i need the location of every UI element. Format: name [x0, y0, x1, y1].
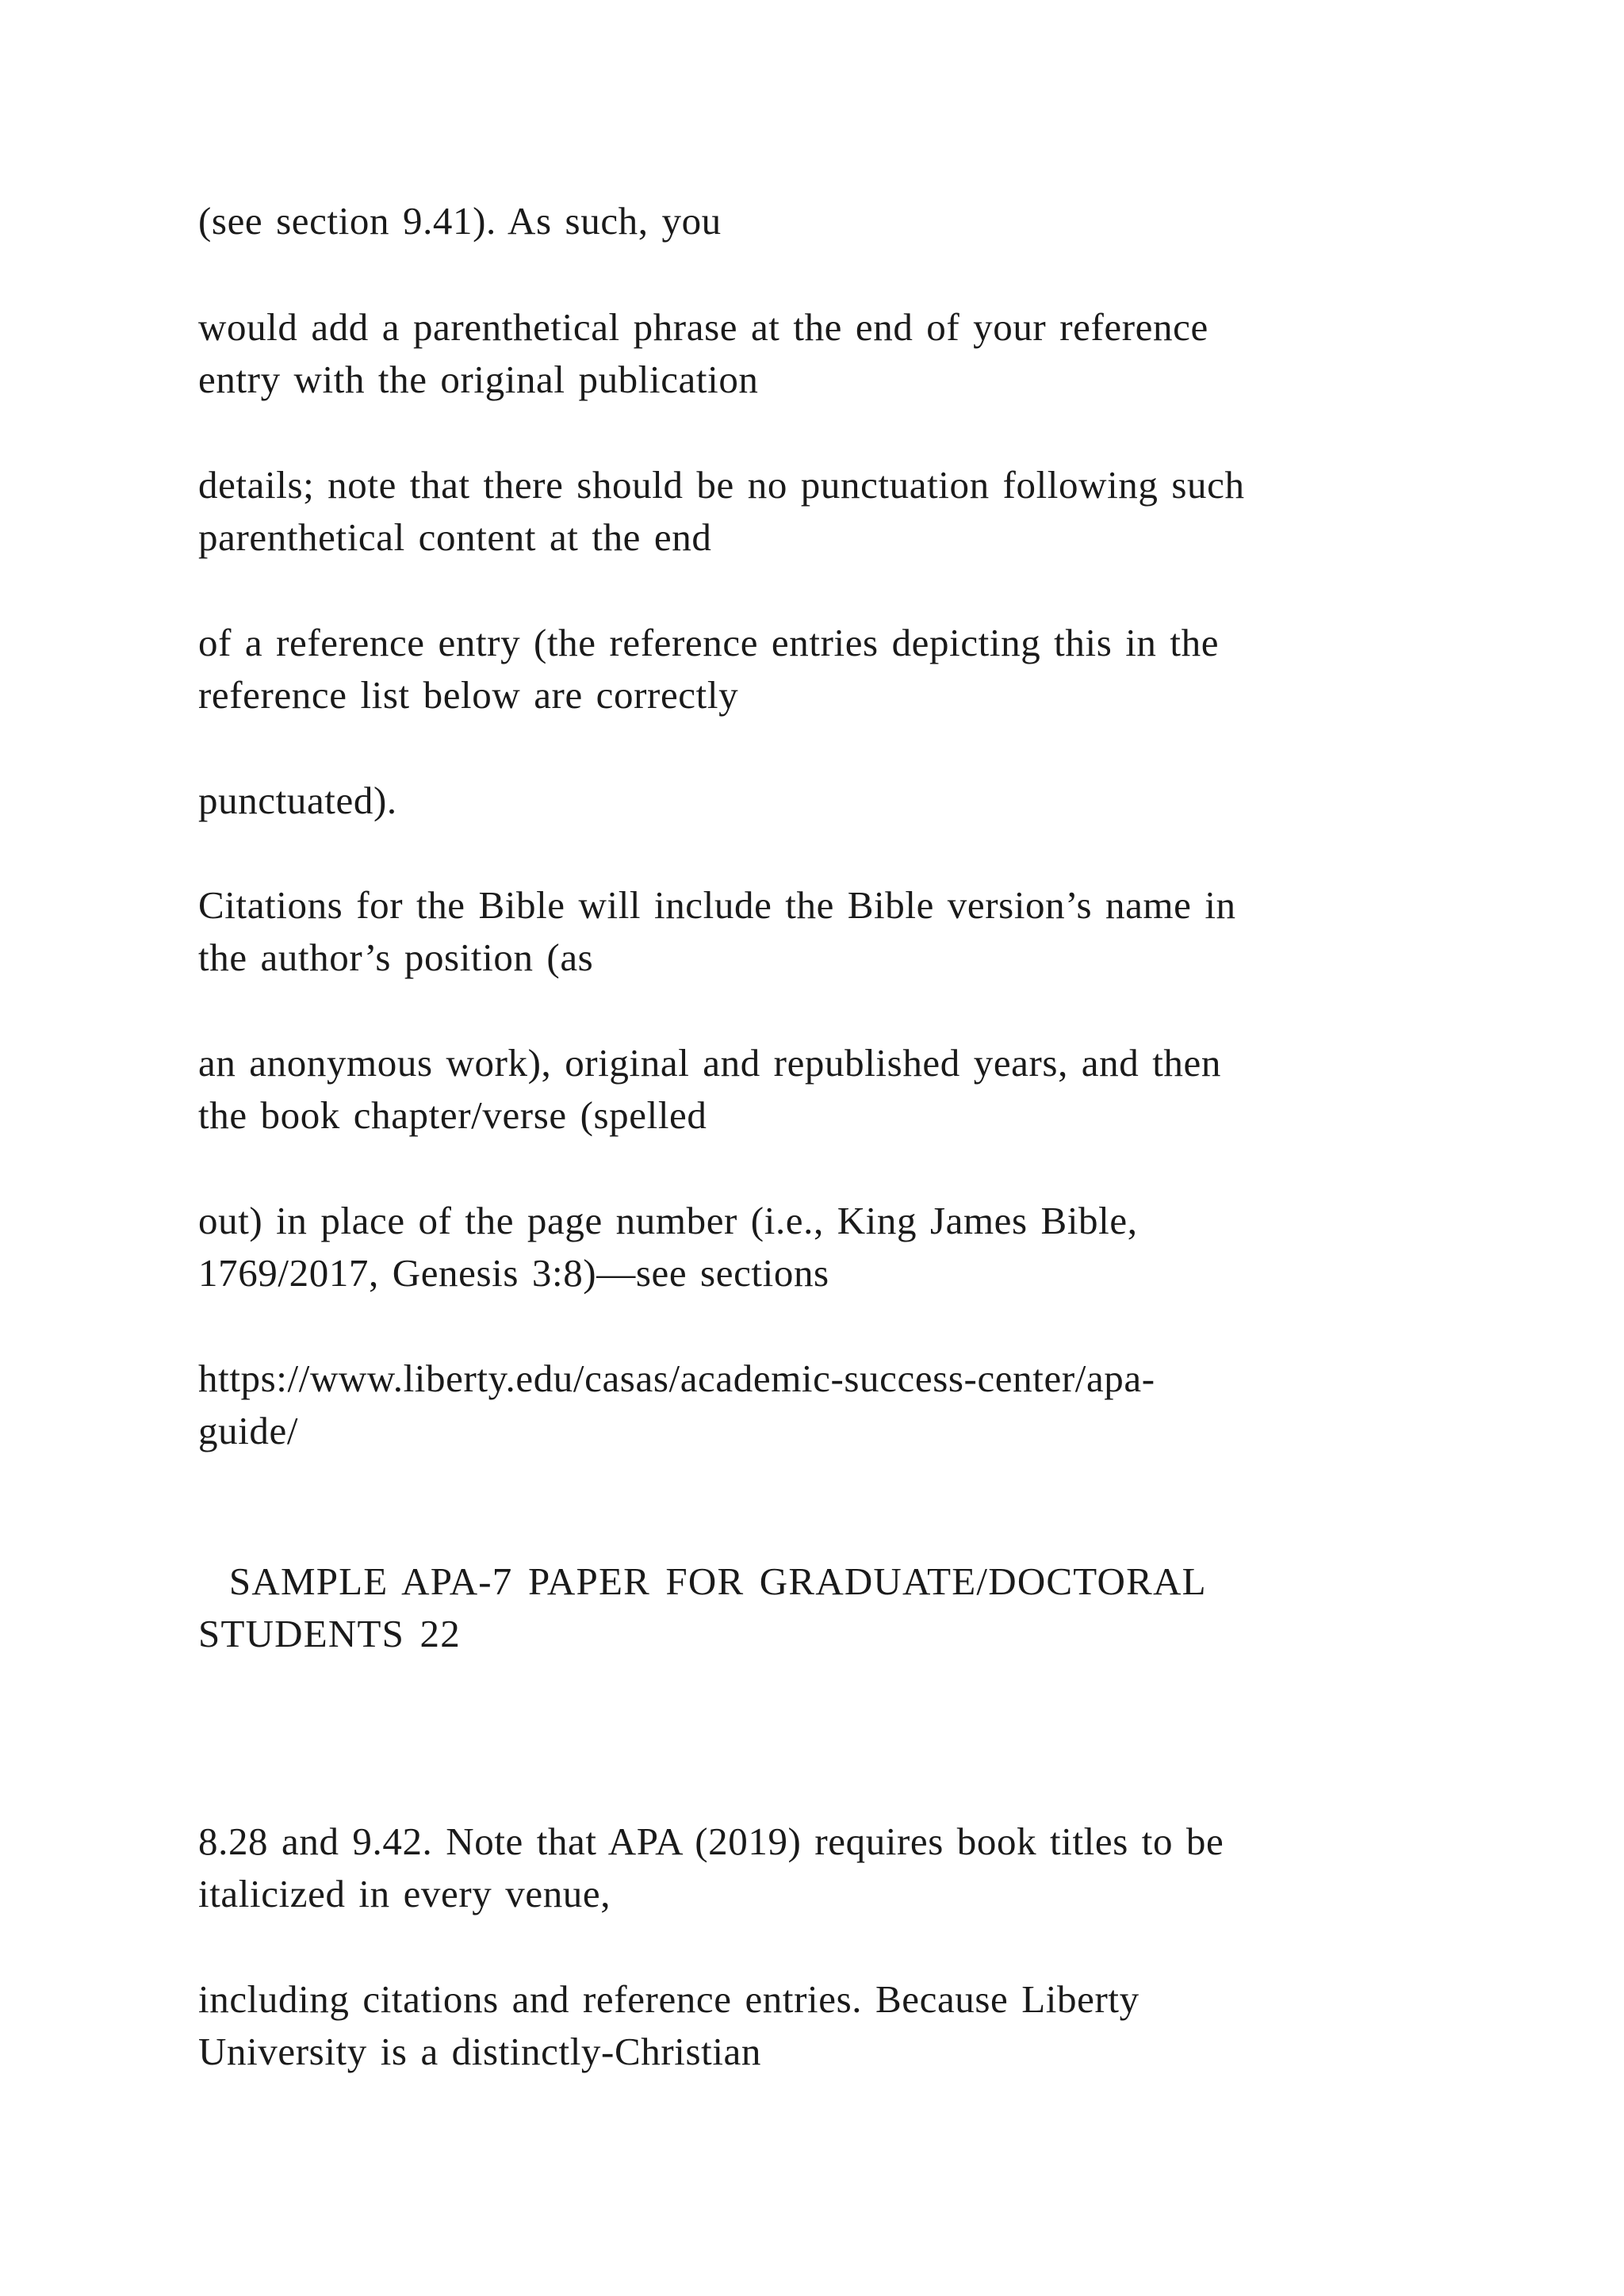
paragraph-2-line-2: entry with the original publication [198, 358, 759, 401]
paragraph-9-url-line-2: guide/ [198, 1409, 299, 1452]
paragraph-4-line-1: of a reference entry (the reference entries depicting this in the [198, 621, 1220, 664]
paragraph-9-url-line-1: https://www.liberty.edu/casas/academic-success-center/apa- [198, 1357, 1155, 1400]
paragraph-4-line-2: reference list below are correctly [198, 673, 739, 717]
paragraph-7-line-1: an anonymous work), original and republished years, and then [198, 1041, 1221, 1085]
paragraph-8-line-1: out) in place of the page number (i.e., King James Bible, [198, 1199, 1138, 1242]
continuation-1-line-1: 8.28 and 9.42. Note that APA (2019) requires book titles to be [198, 1820, 1224, 1863]
paragraph-6-line-1: Citations for the Bible will include the Bible version’s name in [198, 883, 1236, 927]
paragraph-6-line-2: the author’s position (as [198, 936, 594, 979]
paragraph-1-line-1: (see section 9.41). As such, you [198, 199, 722, 243]
running-header-line-2: STUDENTS 22 [198, 1612, 461, 1655]
running-header-line-1: SAMPLE APA-7 PAPER FOR GRADUATE/DOCTORAL [198, 1559, 1207, 1603]
paragraph-3-line-1: details; note that there should be no punctuation following such [198, 463, 1245, 507]
paragraph-3-line-2: parenthetical content at the end [198, 515, 712, 559]
continuation-2-line-2: University is a distinctly-Christian [198, 2030, 762, 2073]
paragraph-2-line-1: would add a parenthetical phrase at the end of your reference [198, 305, 1208, 349]
paragraph-8-line-2: 1769/2017, Genesis 3:8)—see sections [198, 1251, 829, 1295]
continuation-1-line-2: italicized in every venue, [198, 1872, 611, 1915]
paragraph-7-line-2: the book chapter/verse (spelled [198, 1093, 707, 1137]
continuation-2-line-1: including citations and reference entries. Because Liberty [198, 1977, 1139, 2021]
paragraph-5-line-1: punctuated). [198, 779, 397, 822]
